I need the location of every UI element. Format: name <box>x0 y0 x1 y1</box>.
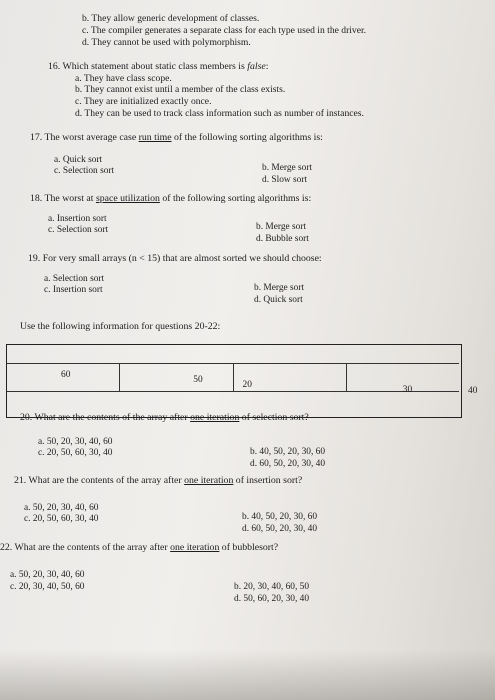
q16-stem-colon: : <box>265 61 269 72</box>
q18-stem-text: 18. The worst at <box>30 193 96 204</box>
q20-option-a: a. 50, 20, 30, 40, 60 <box>38 437 113 447</box>
q17-option-b: b. Merge sort <box>262 163 313 173</box>
q16-stem-text: 16. Which statement about static class members is <box>48 61 248 72</box>
q18-option-a: a. Insertion sort <box>48 214 107 224</box>
q21-option-d: d. 60, 50, 20, 30, 40 <box>242 524 317 534</box>
q16-stem-false: false <box>247 61 266 72</box>
array-figure <box>6 344 462 418</box>
q21-stem-text: 21. What are the contents of the array after <box>14 475 185 486</box>
q22-stem-tail: of bubblesort? <box>219 542 279 553</box>
q16-option-c: c. They are initialized exactly once. <box>75 96 212 107</box>
q22-option-a: a. 50, 20, 30, 40, 60 <box>10 570 85 580</box>
info-line: Use the following information for questions 20-22: <box>20 321 221 332</box>
q21-option-a: a. 50, 20, 30, 40, 60 <box>24 503 99 513</box>
q22-option-d: d. 50, 60, 20, 30, 40 <box>234 594 309 604</box>
q17-stem-underlined: run time <box>138 132 172 143</box>
q18-option-b: b. Merge sort <box>256 222 307 232</box>
q21-option-b: b. 40, 50, 20, 30, 60 <box>242 512 317 522</box>
q21-stem-underlined: one iteration <box>184 475 234 486</box>
q16-option-d: d. They can be used to track class information such as number of instances. <box>75 108 364 119</box>
q15-option-b: b. They allow generic development of classes. <box>82 13 260 24</box>
q15-option-c: c. The compiler generates a separate class for each type used in the driver. <box>82 25 367 36</box>
q19-option-d: d. Quick sort <box>254 295 303 305</box>
q17-option-c: c. Selection sort <box>54 166 115 176</box>
array-cell-3 <box>234 364 347 391</box>
q18-option-c: c. Selection sort <box>48 225 109 235</box>
q18-stem <box>30 193 311 204</box>
array-cell-2 <box>120 364 233 391</box>
q19-option-a: a. Selection sort <box>44 274 105 284</box>
q22-stem-text: 22. What are the contents of the array after <box>0 542 171 553</box>
q16-stem <box>48 61 269 72</box>
q18-option-d: d. Bubble sort <box>256 234 309 244</box>
q20-stem <box>20 412 309 423</box>
q20-option-d: d. 60, 50, 20, 30, 40 <box>250 459 325 469</box>
q20-option-c: c. 20, 50, 60, 30, 40 <box>38 448 113 458</box>
q17-option-d: d. Slow sort <box>262 175 308 185</box>
q21-option-c: c. 20, 50, 60, 30, 40 <box>24 514 99 524</box>
q15-option-d: d. They cannot be used with polymorphism. <box>82 37 251 48</box>
array-value-5: 40 <box>468 386 478 396</box>
array-value-1: 60 <box>61 370 71 380</box>
q22-stem <box>0 542 278 553</box>
q16-option-a: a. They have class scope. <box>75 73 172 84</box>
q20-stem-tail: of selection sort? <box>239 412 309 423</box>
q17-stem-text: 17. The worst average case <box>30 132 139 143</box>
q22-stem-underlined: one iteration <box>170 542 220 553</box>
q21-stem <box>14 475 302 486</box>
q17-stem-tail: of the following sorting algorithms is: <box>171 132 323 143</box>
q20-stem-text: 20. What are the contents of the array after <box>20 412 191 423</box>
q19-option-b: b. Merge sort <box>254 283 305 293</box>
array-cells <box>7 363 459 395</box>
q19-option-c: c. Insertion sort <box>44 285 103 295</box>
array-cell-4 <box>347 364 459 395</box>
array-value-2: 50 <box>193 375 203 385</box>
q22-option-c: c. 20, 30, 40, 50, 60 <box>10 582 85 592</box>
array-cell-1 <box>7 364 120 391</box>
q18-stem-underlined: space utilization <box>95 193 160 204</box>
array-value-4: 30 <box>402 385 413 395</box>
q17-stem <box>30 132 323 143</box>
q19-stem: 19. For very small arrays (n < 15) that are almost sorted we should choose: <box>28 253 322 264</box>
q21-stem-tail: of insertion sort? <box>233 475 303 486</box>
page-shadow <box>0 650 495 700</box>
q16-option-b: b. They cannot exist until a member of the class exists. <box>75 84 286 95</box>
q22-option-b: b. 20, 30, 40, 60, 50 <box>234 582 309 592</box>
array-value-3: 20 <box>242 380 252 390</box>
q20-option-b: b. 40, 50, 20, 30, 60 <box>250 447 325 457</box>
q18-stem-tail: of the following sorting algorithms is: <box>159 193 312 204</box>
q20-stem-underlined: one iteration <box>190 412 240 423</box>
q17-option-a: a. Quick sort <box>54 155 103 165</box>
